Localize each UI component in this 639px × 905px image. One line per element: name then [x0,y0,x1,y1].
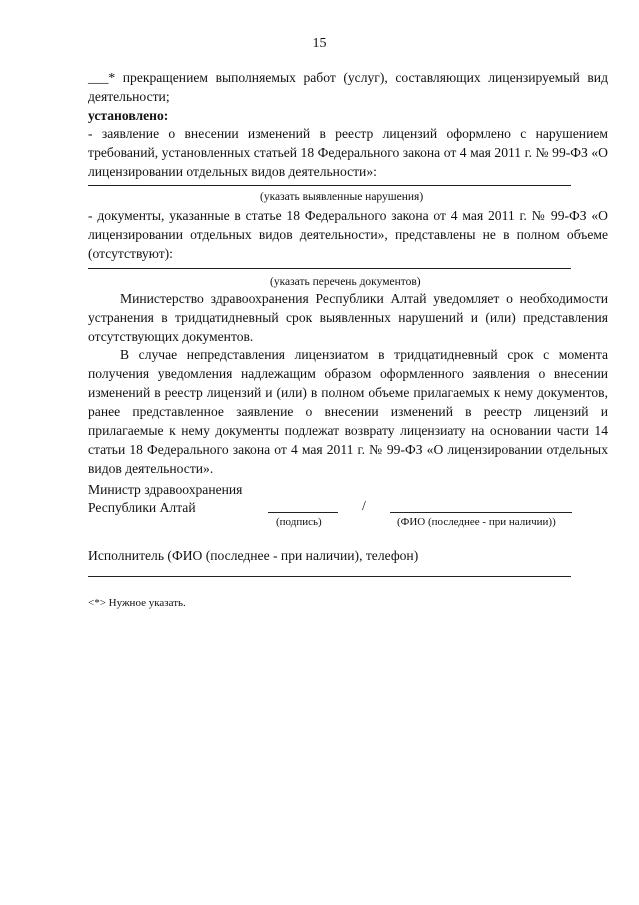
bullet-application: - заявление о внесении изменений в реестр лицензий оформлено с нарушением требований, установленных статьей 18 Федерального закона от 4 мая 2011 г. № 99-ФЗ «О лицензировании отдельных видов деятельности»: [88,126,608,179]
violations-fill-line [88,185,571,186]
executor-fill-line [88,576,571,577]
minister-title-line2: Республики Алтай [88,500,196,515]
documents-fill-line [88,268,571,269]
minister-title-line1: Министр здравоохранения [88,482,243,497]
signature-line [268,512,338,513]
signature-slash: / [362,499,366,514]
bullet-documents: - документы, указанные в статье 18 Федерального закона от 4 мая 2011 г. № 99-ФЗ «О лицензировании отдельных видов деятельности», представлены не в полном объеме (отсутствуют): [88,208,608,261]
footnote: <*> Нужное указать. [88,597,186,609]
caption-documents: (указать перечень документов) [270,276,421,288]
caption-violations: (указать выявленные нарушения) [260,191,424,203]
paragraph-return: В случае непредставления лицензиатом в тридцатидневный срок с момента получения уведомления надлежащим образом оформленного заявления о внесении изменений в реестр лицензий и (или) в полном объеме прилагаемых к нему документов, ранее представленное заявление о внесении изменений в реестр лицензий и прилагаемые к нему документы подлежат возврату лицензиату на основании части 14 статьи 18 Федерального закона от 4 мая 2011 г. № 99-ФЗ «О лицензировании отдельных видов деятельности». [88,347,608,476]
executor-label: Исполнитель (ФИО (последнее - при наличии), телефон) [88,548,419,563]
fio-line [390,512,572,513]
page-number: 15 [312,36,327,51]
item-termination: ___* прекращением выполняемых работ (услуг), составляющих лицензируемый вид деятельности; [88,70,608,104]
paragraph-notify: Министерство здравоохранения Республики Алтай уведомляет о необходимости устранения в тридцатидневный срок выявленных нарушений и (или) представления отсутствующих документов. [88,291,608,344]
established-label: установлено: [88,108,169,123]
caption-fio: (ФИО (последнее - при наличии)) [397,516,556,528]
caption-signature: (подпись) [276,516,322,528]
